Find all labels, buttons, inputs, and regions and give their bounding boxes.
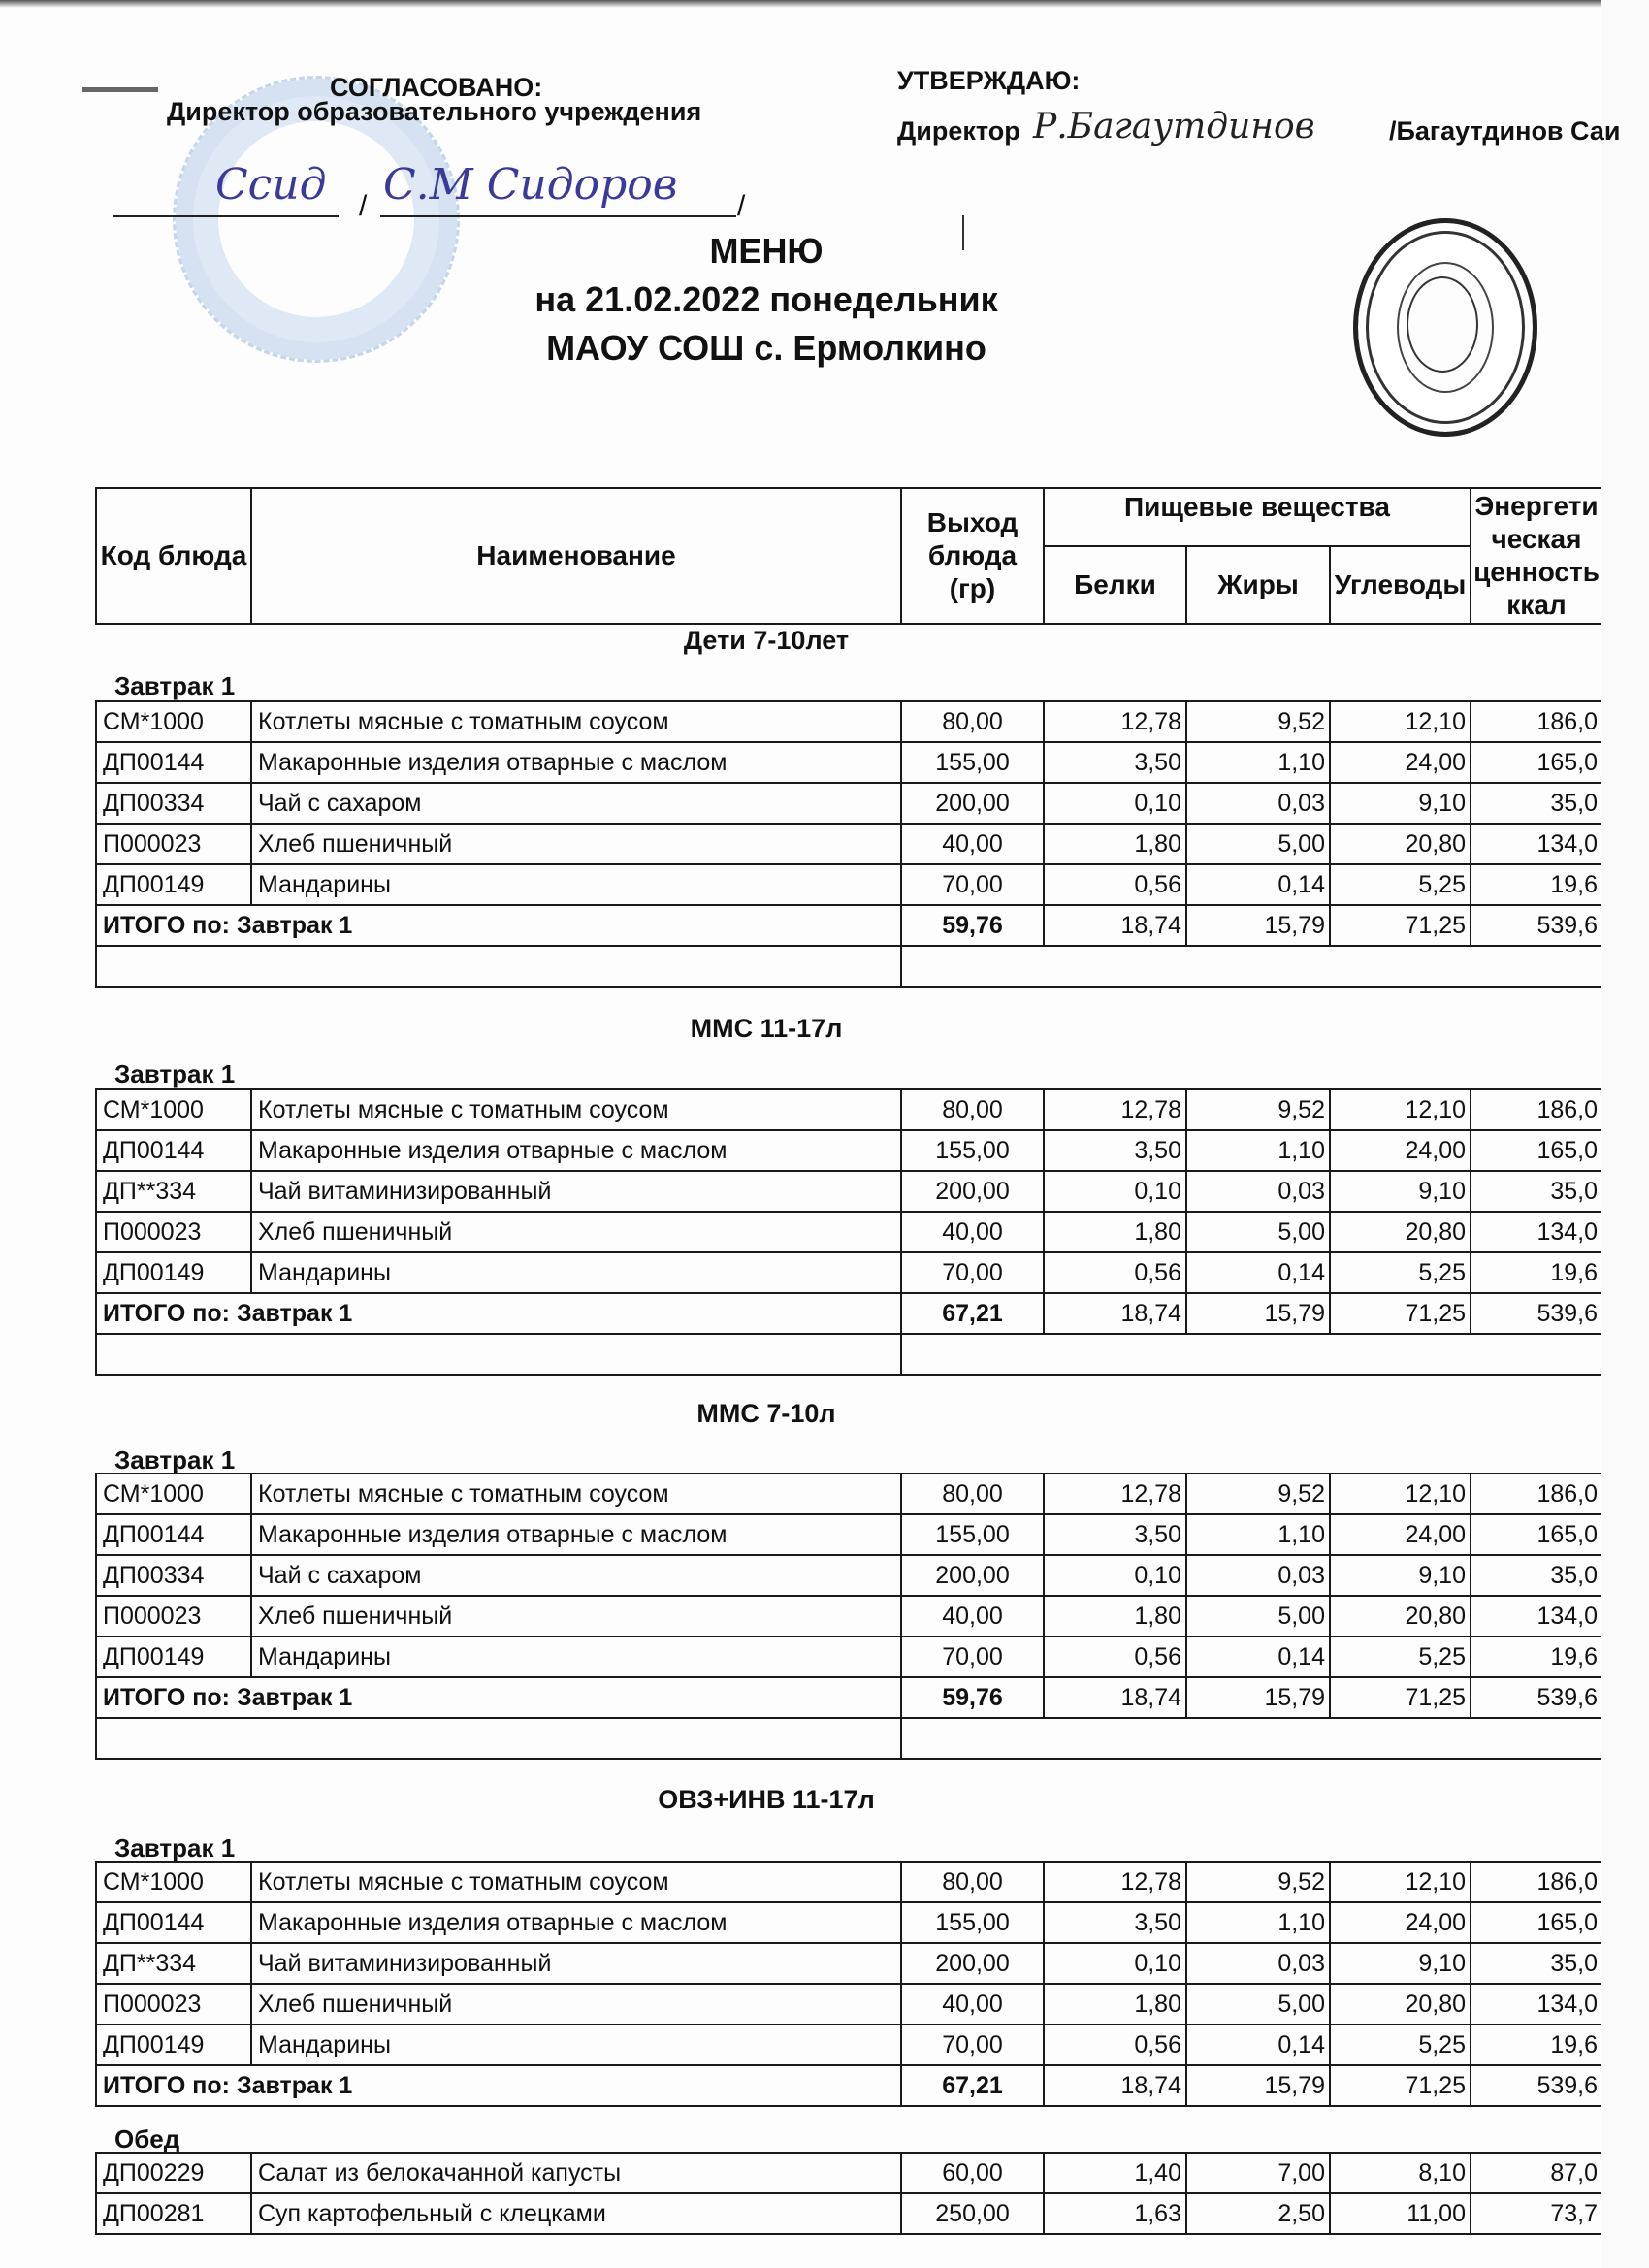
- left-signature: Ссид: [215, 160, 327, 210]
- dish-yield: 40,00: [901, 1212, 1044, 1252]
- dish-fats: 1,10: [1186, 742, 1330, 783]
- dish-energy: 165,0: [1471, 742, 1601, 783]
- dish-energy: 186,0: [1471, 1474, 1601, 1514]
- total-label: ИТОГО по: Завтрак 1: [96, 905, 901, 946]
- dish-name: Чай с сахаром: [251, 1555, 901, 1596]
- age-group-title: Дети 7-10лет: [683, 626, 850, 655]
- dish-name: Котлеты мясные с томатным соусом: [251, 1474, 901, 1514]
- dish-energy: 165,0: [1471, 1130, 1601, 1171]
- header-code: Код блюда: [96, 488, 251, 624]
- dish-code: ДП00149: [96, 1636, 251, 1677]
- dish-fats: 0,03: [1186, 1943, 1330, 1984]
- header-yield: Выход блюда (гр): [901, 488, 1044, 624]
- table-row: [96, 1596, 1601, 1636]
- dish-proteins: 0,10: [1044, 783, 1186, 824]
- dish-energy: 19,6: [1471, 1636, 1601, 1677]
- dish-energy: 73,7: [1471, 2193, 1601, 2234]
- dish-fats: 9,52: [1186, 701, 1330, 742]
- dish-proteins: 12,78: [1044, 1474, 1186, 1514]
- total-proteins: 18,74: [1044, 2065, 1186, 2106]
- dish-yield: 200,00: [901, 1943, 1044, 1984]
- total-energy: 539,6: [1471, 1677, 1601, 1718]
- scan-mark: [82, 87, 158, 92]
- total-carbs: 71,25: [1330, 1677, 1471, 1718]
- total-row: [96, 1293, 1601, 1334]
- dish-code: ДП**334: [96, 1171, 251, 1212]
- dish-name: Макаронные изделия отварные с маслом: [251, 1514, 901, 1555]
- dish-energy: 35,0: [1471, 1943, 1601, 1984]
- coat-of-arms-icon: [1406, 276, 1478, 373]
- total-fats: 15,79: [1186, 1293, 1330, 1334]
- dish-yield: 80,00: [901, 701, 1044, 742]
- dish-name: Хлеб пшеничный: [251, 824, 901, 864]
- dish-carbs: 12,10: [1330, 701, 1471, 742]
- empty-row: [96, 946, 1601, 987]
- total-label: ИТОГО по: Завтрак 1: [96, 2065, 901, 2106]
- dish-proteins: 0,10: [1044, 1555, 1186, 1596]
- dish-name: Мандарины: [251, 1252, 901, 1293]
- dish-yield: 200,00: [901, 1171, 1044, 1212]
- menu-table: [95, 1861, 1601, 2107]
- dish-carbs: 24,00: [1330, 1514, 1471, 1555]
- dish-code: П000023: [96, 1212, 251, 1252]
- header-nutrients: Пищевые вещества: [1044, 488, 1471, 546]
- table-row: [96, 1089, 1601, 1130]
- table-row: [96, 1212, 1601, 1252]
- dish-proteins: 0,56: [1044, 1252, 1186, 1293]
- dish-proteins: 1,80: [1044, 1596, 1186, 1636]
- dish-yield: 200,00: [901, 1555, 1044, 1596]
- dish-code: ДП00144: [96, 1902, 251, 1943]
- dish-energy: 35,0: [1471, 783, 1601, 824]
- table-row: [96, 1252, 1601, 1293]
- dish-carbs: 5,25: [1330, 2025, 1471, 2065]
- dish-fats: 5,00: [1186, 824, 1330, 864]
- empty-cell: [901, 1334, 1601, 1375]
- dish-proteins: 3,50: [1044, 1130, 1186, 1171]
- dish-fats: 0,14: [1186, 1636, 1330, 1677]
- dish-fats: 7,00: [1186, 2153, 1330, 2193]
- table-row: [96, 1902, 1601, 1943]
- dish-proteins: 0,56: [1044, 2025, 1186, 2065]
- dish-energy: 165,0: [1471, 1514, 1601, 1555]
- dish-yield: 155,00: [901, 1514, 1044, 1555]
- page-date: на 21.02.2022 понедельник: [534, 279, 998, 319]
- dish-yield: 40,00: [901, 1596, 1044, 1636]
- table-row: [96, 1862, 1601, 1902]
- total-label: ИТОГО по: Завтрак 1: [96, 1293, 901, 1334]
- dish-carbs: 11,00: [1330, 2193, 1471, 2234]
- meal-title: Завтрак 1: [114, 1445, 236, 1474]
- dish-yield: 80,00: [901, 1474, 1044, 1514]
- dish-carbs: 9,10: [1330, 1171, 1471, 1212]
- dish-name: Хлеб пшеничный: [251, 1984, 901, 2025]
- dish-proteins: 12,78: [1044, 1862, 1186, 1902]
- name-line: [380, 215, 736, 217]
- age-group-title: ММС 11-17л: [690, 1014, 843, 1043]
- dish-name: Мандарины: [251, 1636, 901, 1677]
- age-group-title: ОВЗ+ИНВ 11-17л: [658, 1785, 875, 1814]
- dish-proteins: 1,80: [1044, 824, 1186, 864]
- dish-code: СМ*1000: [96, 701, 251, 742]
- table-row: [96, 1943, 1601, 1984]
- dish-name: Макаронные изделия отварные с маслом: [251, 742, 901, 783]
- total-energy: 539,6: [1471, 1293, 1601, 1334]
- dish-proteins: 3,50: [1044, 1902, 1186, 1943]
- dish-code: ДП00149: [96, 1252, 251, 1293]
- dish-code: ДП00144: [96, 742, 251, 783]
- dish-fats: 5,00: [1186, 1596, 1330, 1636]
- dish-proteins: 0,56: [1044, 864, 1186, 905]
- page-title: МЕНЮ: [709, 231, 824, 271]
- dish-code: ДП**334: [96, 1943, 251, 1984]
- dish-code: П000023: [96, 824, 251, 864]
- empty-cell: [901, 1718, 1601, 1759]
- table-row: [96, 701, 1601, 742]
- dish-code: ДП00144: [96, 1130, 251, 1171]
- header-name: Наименование: [251, 488, 901, 624]
- dish-fats: 1,10: [1186, 1514, 1330, 1555]
- slash-separator: /: [359, 190, 368, 222]
- table-row: [96, 1130, 1601, 1171]
- dish-fats: 9,52: [1186, 1089, 1330, 1130]
- meal-title: Завтрак 1: [114, 671, 236, 700]
- total-proteins: 18,74: [1044, 905, 1186, 946]
- total-fats: 15,79: [1186, 905, 1330, 946]
- dish-yield: 155,00: [901, 742, 1044, 783]
- dish-energy: 19,6: [1471, 1252, 1601, 1293]
- dish-carbs: 12,10: [1330, 1862, 1471, 1902]
- total-proteins: 18,74: [1044, 1677, 1186, 1718]
- dish-code: ДП00334: [96, 1555, 251, 1596]
- table-row: [96, 824, 1601, 864]
- dish-fats: 1,10: [1186, 1902, 1330, 1943]
- dish-fats: 2,50: [1186, 2193, 1330, 2234]
- dish-name: Хлеб пшеничный: [251, 1596, 901, 1636]
- total-row: [96, 905, 1601, 946]
- dish-energy: 35,0: [1471, 1171, 1601, 1212]
- dish-yield: 250,00: [901, 2193, 1044, 2234]
- dish-yield: 155,00: [901, 1902, 1044, 1943]
- dish-carbs: 9,10: [1330, 783, 1471, 824]
- dish-carbs: 9,10: [1330, 1555, 1471, 1596]
- table-row: [96, 742, 1601, 783]
- dish-fats: 0,03: [1186, 1555, 1330, 1596]
- dish-name: Котлеты мясные с томатным соусом: [251, 1089, 901, 1130]
- dish-name: Салат из белокачанной капусты: [251, 2153, 901, 2193]
- dish-energy: 134,0: [1471, 824, 1601, 864]
- total-yield: 67,21: [901, 2065, 1044, 2106]
- dish-code: СМ*1000: [96, 1862, 251, 1902]
- dish-yield: 60,00: [901, 2153, 1044, 2193]
- age-group-title: ММС 7-10л: [696, 1399, 836, 1428]
- header-proteins: Белки: [1044, 546, 1186, 624]
- menu-table: [95, 1473, 1601, 1760]
- empty-cell: [96, 1334, 901, 1375]
- dish-fats: 5,00: [1186, 1984, 1330, 2025]
- dish-carbs: 9,10: [1330, 1943, 1471, 1984]
- total-carbs: 71,25: [1330, 905, 1471, 946]
- dish-yield: 70,00: [901, 1636, 1044, 1677]
- menu-table: [95, 1088, 1601, 1376]
- dish-code: ДП00144: [96, 1514, 251, 1555]
- total-proteins: 18,74: [1044, 1293, 1186, 1334]
- dish-name: Суп картофельный с клецками: [251, 2193, 901, 2234]
- approve-role: Директор: [897, 116, 1020, 146]
- dish-carbs: 5,25: [1330, 864, 1471, 905]
- dish-name: Чай витаминизированный: [251, 1171, 901, 1212]
- dish-energy: 19,6: [1471, 864, 1601, 905]
- total-yield: 59,76: [901, 1677, 1044, 1718]
- dish-proteins: 1,63: [1044, 2193, 1186, 2234]
- table-row: [96, 1171, 1601, 1212]
- dish-yield: 40,00: [901, 1984, 1044, 2025]
- dish-energy: 35,0: [1471, 1555, 1601, 1596]
- table-row: [96, 1984, 1601, 2025]
- dish-proteins: 3,50: [1044, 742, 1186, 783]
- dish-proteins: 0,10: [1044, 1171, 1186, 1212]
- agreed-role: Директор образовательного учреждения: [167, 97, 702, 126]
- right-signature: Р.Багаутдинов: [1033, 107, 1315, 146]
- approve-heading: УТВЕРЖДАЮ:: [897, 66, 1081, 95]
- dish-fats: 1,10: [1186, 1130, 1330, 1171]
- dish-code: П000023: [96, 1596, 251, 1636]
- scan-right-edge: [1600, 0, 1649, 2268]
- dish-energy: 87,0: [1471, 2153, 1601, 2193]
- dish-carbs: 20,80: [1330, 1596, 1471, 1636]
- dish-code: ДП00149: [96, 864, 251, 905]
- empty-cell: [901, 946, 1601, 987]
- dish-proteins: 0,10: [1044, 1943, 1186, 1984]
- empty-row: [96, 1718, 1601, 1759]
- left-signature-name: С.М Сидоров: [383, 160, 678, 210]
- dish-yield: 70,00: [901, 1252, 1044, 1293]
- dish-carbs: 24,00: [1330, 742, 1471, 783]
- dish-carbs: 5,25: [1330, 1636, 1471, 1677]
- dish-carbs: 20,80: [1330, 1984, 1471, 2025]
- dish-code: СМ*1000: [96, 1089, 251, 1130]
- dish-carbs: 20,80: [1330, 824, 1471, 864]
- total-row: [96, 1677, 1601, 1718]
- dish-fats: 0,03: [1186, 1171, 1330, 1212]
- dish-energy: 165,0: [1471, 1902, 1601, 1943]
- dish-name: Мандарины: [251, 864, 901, 905]
- dish-carbs: 5,25: [1330, 1252, 1471, 1293]
- table-row: [96, 2025, 1601, 2065]
- dish-name: Мандарины: [251, 2025, 901, 2065]
- table-header: [95, 487, 1601, 625]
- director-name: /Багаутдинов Саи: [1389, 116, 1621, 146]
- signature-line: [113, 215, 339, 217]
- total-yield: 59,76: [901, 905, 1044, 946]
- dish-proteins: 3,50: [1044, 1514, 1186, 1555]
- dish-energy: 186,0: [1471, 1862, 1601, 1902]
- school-name: МАОУ СОШ с. Ермолкино: [546, 328, 986, 368]
- dish-code: П000023: [96, 1984, 251, 2025]
- dish-yield: 40,00: [901, 824, 1044, 864]
- slash-separator: /: [737, 190, 746, 222]
- dish-energy: 186,0: [1471, 701, 1601, 742]
- dish-proteins: 1,80: [1044, 1212, 1186, 1252]
- dish-proteins: 1,80: [1044, 1984, 1186, 2025]
- dish-code: ДП00334: [96, 783, 251, 824]
- total-carbs: 71,25: [1330, 2065, 1471, 2106]
- agreed-heading: СОГЛАСОВАНО:: [330, 73, 543, 102]
- meal-title: Обед: [114, 2124, 180, 2154]
- table-row: [96, 864, 1601, 905]
- dish-code: ДП00149: [96, 2025, 251, 2065]
- menu-table: [95, 700, 1601, 988]
- dish-energy: 19,6: [1471, 2025, 1601, 2065]
- dish-fats: 0,03: [1186, 783, 1330, 824]
- table-row: [96, 2153, 1601, 2193]
- empty-cell: [96, 946, 901, 987]
- total-energy: 539,6: [1471, 2065, 1601, 2106]
- meal-title: Завтрак 1: [114, 1833, 236, 1863]
- dish-name: Макаронные изделия отварные с маслом: [251, 1130, 901, 1171]
- table-row: [96, 1514, 1601, 1555]
- dish-name: Макаронные изделия отварные с маслом: [251, 1902, 901, 1943]
- dish-fats: 9,52: [1186, 1862, 1330, 1902]
- dish-carbs: 20,80: [1330, 1212, 1471, 1252]
- dish-code: ДП00229: [96, 2153, 251, 2193]
- header-fats: Жиры: [1186, 546, 1330, 624]
- table-row: [96, 783, 1601, 824]
- dish-proteins: 0,56: [1044, 1636, 1186, 1677]
- total-yield: 67,21: [901, 1293, 1044, 1334]
- total-energy: 539,6: [1471, 905, 1601, 946]
- dish-fats: 5,00: [1186, 1212, 1330, 1252]
- menu-table: [95, 2152, 1601, 2235]
- dish-name: Чай витаминизированный: [251, 1943, 901, 1984]
- table-row: [96, 1636, 1601, 1677]
- table-row: [96, 1555, 1601, 1596]
- dish-carbs: 8,10: [1330, 2153, 1471, 2193]
- dish-yield: 70,00: [901, 864, 1044, 905]
- empty-cell: [96, 1718, 901, 1759]
- total-label: ИТОГО по: Завтрак 1: [96, 1677, 901, 1718]
- header-carbs: Углеводы: [1330, 546, 1471, 624]
- dish-fats: 0,14: [1186, 1252, 1330, 1293]
- dish-proteins: 12,78: [1044, 1089, 1186, 1130]
- dish-carbs: 12,10: [1330, 1089, 1471, 1130]
- dish-carbs: 24,00: [1330, 1130, 1471, 1171]
- dish-proteins: 12,78: [1044, 701, 1186, 742]
- total-fats: 15,79: [1186, 1677, 1330, 1718]
- dish-yield: 80,00: [901, 1089, 1044, 1130]
- meal-title: Завтрак 1: [114, 1059, 236, 1088]
- empty-row: [96, 1334, 1601, 1375]
- dish-energy: 134,0: [1471, 1596, 1601, 1636]
- dish-code: СМ*1000: [96, 1474, 251, 1514]
- dish-name: Чай с сахаром: [251, 783, 901, 824]
- table-row: [96, 2193, 1601, 2234]
- total-fats: 15,79: [1186, 2065, 1330, 2106]
- dish-fats: 0,14: [1186, 2025, 1330, 2065]
- dish-name: Хлеб пшеничный: [251, 1212, 901, 1252]
- dish-energy: 134,0: [1471, 1984, 1601, 2025]
- dish-name: Котлеты мясные с томатным соусом: [251, 1862, 901, 1902]
- dish-code: ДП00281: [96, 2193, 251, 2234]
- dish-energy: 186,0: [1471, 1089, 1601, 1130]
- scan-top-edge: [0, 0, 1649, 8]
- dish-yield: 70,00: [901, 2025, 1044, 2065]
- dish-name: Котлеты мясные с томатным соусом: [251, 701, 901, 742]
- table-row: [96, 1474, 1601, 1514]
- dish-fats: 9,52: [1186, 1474, 1330, 1514]
- dish-proteins: 1,40: [1044, 2153, 1186, 2193]
- dish-carbs: 24,00: [1330, 1902, 1471, 1943]
- dish-yield: 200,00: [901, 783, 1044, 824]
- dish-energy: 134,0: [1471, 1212, 1601, 1252]
- dish-carbs: 12,10: [1330, 1474, 1471, 1514]
- dish-fats: 0,14: [1186, 864, 1330, 905]
- dish-yield: 155,00: [901, 1130, 1044, 1171]
- total-row: [96, 2065, 1601, 2106]
- total-carbs: 71,25: [1330, 1293, 1471, 1334]
- dish-yield: 80,00: [901, 1862, 1044, 1902]
- header-energy: Энергети ческая ценность ккал: [1471, 488, 1601, 624]
